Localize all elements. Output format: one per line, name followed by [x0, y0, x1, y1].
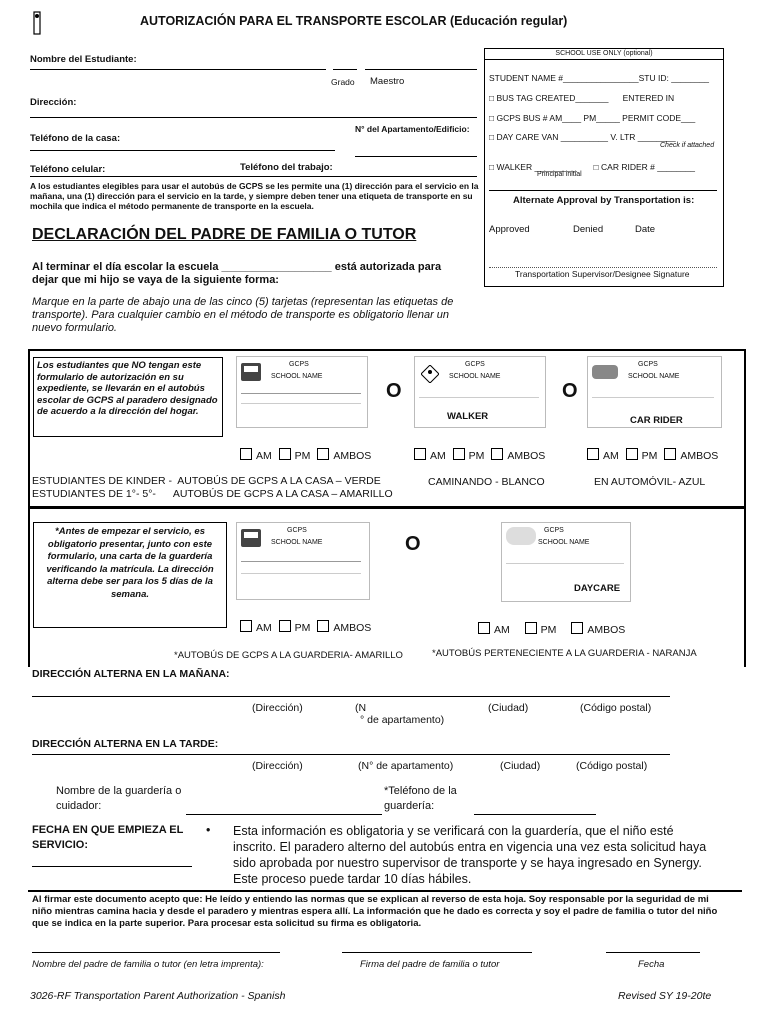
checkbox-group-daycare-own: AM PM AMBOS [478, 622, 625, 636]
signature-section [28, 890, 742, 892]
grades-label: ESTUDIANTES DE 1°- 5°- AUTOBÚS DE GCPS A LA CASA – AMARILLO [32, 488, 393, 500]
start-date-field[interactable] [32, 866, 192, 867]
phone-fields-line[interactable] [30, 176, 477, 177]
address-field[interactable] [30, 117, 477, 118]
checkbox-group-car: AM PM AMBOS [587, 448, 718, 462]
walker-pm-checkbox[interactable] [453, 448, 465, 460]
parent-signature-field[interactable] [342, 952, 532, 953]
teacher-label: Maestro [370, 76, 405, 87]
car-am-checkbox[interactable] [587, 448, 599, 460]
bus-ambos-checkbox[interactable] [317, 448, 329, 460]
su-principal-initial: Principal initial [537, 171, 582, 178]
form-id: 3026-RF Transportation Parent Authorization - Spanish [30, 990, 286, 1002]
signature-date-label: Fecha [638, 959, 665, 970]
checkbox-group-walker: AM PM AMBOS [414, 448, 545, 462]
parent-name-label: Nombre del padre de familia o tutor (en letra imprenta): [32, 959, 264, 970]
card-car-rider[interactable]: GCPS SCHOOL NAME CAR RIDER [587, 356, 722, 428]
teacher-field[interactable] [365, 69, 477, 70]
card-gcps-bus[interactable]: GCPS SCHOOL NAME [236, 356, 368, 428]
alt-morning-label: DIRECCIÓN ALTERNA EN LA MAÑANA: [32, 668, 230, 680]
card-gcps-bus-daycare[interactable]: GCPS SCHOOL NAME [236, 522, 370, 600]
declaration-line2: dejar que mi hijo se vaya de la siguiente forma: [32, 274, 279, 286]
revised-date: Revised SY 19-20te [618, 990, 712, 1002]
su-walker: □ WALKER _________ □ CAR RIDER # ________ [489, 162, 696, 172]
alt-afternoon-label: DIRECCIÓN ALTERNA EN LA TARDE: [32, 738, 219, 750]
card-daycare[interactable]: GCPS SCHOOL NAME DAYCARE [501, 522, 631, 602]
signature-date-field[interactable] [606, 952, 700, 953]
parent-name-field[interactable] [32, 952, 280, 953]
school-use-heading: SCHOOL USE ONLY (optional) [555, 50, 653, 57]
su-approved: Approved [489, 224, 530, 235]
walker-am-checkbox[interactable] [414, 448, 426, 460]
bus-am-checkbox[interactable] [240, 448, 252, 460]
checkbox-group-bus: AM PM AMBOS [240, 448, 371, 462]
daycare-own-pm-checkbox[interactable] [525, 622, 537, 634]
start-date-bullet: Esta información es obligatoria y se verificará con la guardería, que el niño esté inscrito. El paradero alterno del autobús entra en vigencia una vez esta solicitud haya sido aprobada por nuestro supervisor de transporte y se haya ingresado en Synergy. Este proceso puede tardar 10 días hábiles. [233, 824, 707, 886]
cell-phone-label: Teléfono celular: [30, 164, 106, 175]
card-car-rider-label: CAR RIDER [630, 415, 683, 426]
su-supervisor-sig: Transportation Supervisor/Designee Signature [515, 269, 690, 279]
start-date-bullet-dot: • [206, 823, 211, 837]
declaration-instructions: Marque en la parte de abajo una de las cinco (5) tarjetas (representan las etiquetas de transporte). Para cualquier cambio en el método de transporte es obligatorio llenar un nuevo formulario. [32, 296, 454, 334]
alt-morning-field[interactable] [32, 696, 670, 697]
section1-note: Los estudiantes que NO tengan este formulario de autorización en su expediente, se llevarán en el autobús escolar de GCPS al paradero designado de acuerdo a la dirección del hogar. [37, 360, 218, 417]
start-date-label: FECHA EN QUE EMPIEZA EL SERVICIO: [32, 824, 184, 851]
bus-pm-checkbox[interactable] [279, 448, 291, 460]
car-pm-checkbox[interactable] [626, 448, 638, 460]
student-name-field[interactable] [30, 69, 326, 70]
daycare-name-field[interactable] [186, 814, 382, 815]
home-phone-label: Teléfono de la casa: [30, 133, 121, 144]
gcps-logo [30, 10, 44, 36]
student-name-label: Nombre del Estudiante: [30, 54, 137, 65]
kinder-label: ESTUDIANTES DE KINDER - AUTOBÚS DE GCPS A LA CASA – VERDE [32, 475, 381, 487]
section2-note-box [33, 522, 227, 628]
car-ambos-checkbox[interactable] [664, 448, 676, 460]
checkbox-group-daycare-bus: AM PM AMBOS [240, 620, 371, 634]
walker-ambos-checkbox[interactable] [491, 448, 503, 460]
address-label: Dirección: [30, 97, 77, 108]
daycare-phone-field[interactable] [474, 814, 596, 815]
apt-label: N° del Apartamento/Edificio: [355, 124, 470, 134]
daycare-bus-pm-checkbox[interactable] [279, 620, 291, 632]
card-walker[interactable]: GCPS SCHOOL NAME WALKER [414, 356, 546, 428]
su-date: Date [635, 224, 656, 235]
work-phone-label: Teléfono del trabajo: [240, 162, 333, 173]
card-daycare-label: DAYCARE [574, 583, 621, 594]
parent-signature-label: Firma del padre de familia o tutor [360, 959, 500, 970]
or-2: O [562, 380, 578, 402]
daycare-bus-ambos-checkbox[interactable] [317, 620, 329, 632]
su-check-attached: Check if attached [660, 142, 715, 149]
daycare-bus-am-checkbox[interactable] [240, 620, 252, 632]
su-denied: Denied [573, 224, 604, 235]
or-3: O [405, 533, 421, 555]
grade-field[interactable] [333, 69, 357, 70]
school-use-box [484, 48, 724, 287]
daycare-own-ambos-checkbox[interactable] [571, 622, 583, 634]
bus-daycare-yellow-label: *AUTOBÚS DE GCPS A LA GUARDERIA- AMARILLO [174, 650, 403, 661]
daycare-phone-label: *Teléfono de la guardería: [384, 785, 457, 812]
car-label: EN AUTOMÓVIL- AZUL [594, 476, 706, 488]
declaration-line1: Al terminar el día escolar la escuela __________________ está autorizada para [32, 261, 442, 273]
signature-statement: Al firmar este documento acepto que: He leído y entiendo las normas que se explican al reverso de esta hoja. Soy responsable por la seguridad de mi niño mientras camina hacia y desde el paradero y mientras espera allí. La información que he dado es correcta y soy el padre de familia o tutor del niño que se indica en la parte superior. Para procesar esta solicitud su firma es obligatoria. [32, 894, 718, 929]
section1-note-box [33, 357, 223, 437]
su-bus-tag: □ BUS TAG CREATED_______ ENTERED IN [489, 93, 675, 103]
su-daycare-van: □ DAY CARE VAN __________ V. LTR ________ [489, 132, 676, 142]
bus-daycare-orange-label: *AUTOBÚS PERTENECIENTE A LA GUARDERIA - NARANJA [432, 648, 697, 659]
daycare-own-am-checkbox[interactable] [478, 622, 490, 634]
daycare-name-label: Nombre de la guardería o cuidador: [56, 785, 182, 812]
home-phone-field[interactable] [30, 150, 335, 151]
eligibility-note: A los estudiantes elegibles para usar el autobús de GCPS se les permite una (1) dirección para el servicio en la mañana, una (1) dirección para el servicio en la tarde, y siempre deben tener una etiqueta de transporte en su mochila que indica el método permanente de transporte en la escuela. [30, 181, 479, 211]
su-alt-approval: Alternate Approval by Transportation is: [513, 195, 695, 206]
alt-afternoon-field[interactable] [32, 754, 670, 755]
walking-label: CAMINANDO - BLANCO [428, 476, 545, 488]
apt-field[interactable] [355, 156, 477, 157]
declaration-heading: DECLARACIÓN DEL PADRE DE FAMILIA O TUTOR [32, 226, 417, 243]
grade-label: Grado [331, 77, 355, 87]
su-gcps-bus: □ GCPS BUS # AM____ PM_____ PERMIT CODE___ [489, 113, 696, 123]
su-student-name: STUDENT NAME #________________STU ID: ________ [489, 73, 710, 83]
section2-note: *Antes de empezar el servicio, es obligatorio presentar, junto con este formulario, una carta de la guardería verificando la matrícula. La dirección alterna debe ser para los 5 días de la semana. [46, 526, 214, 600]
card-walker-label: WALKER [447, 411, 489, 422]
or-1: O [386, 380, 402, 402]
page-title: AUTORIZACIÓN PARA EL TRANSPORTE ESCOLAR (Educación regular) [140, 14, 568, 28]
